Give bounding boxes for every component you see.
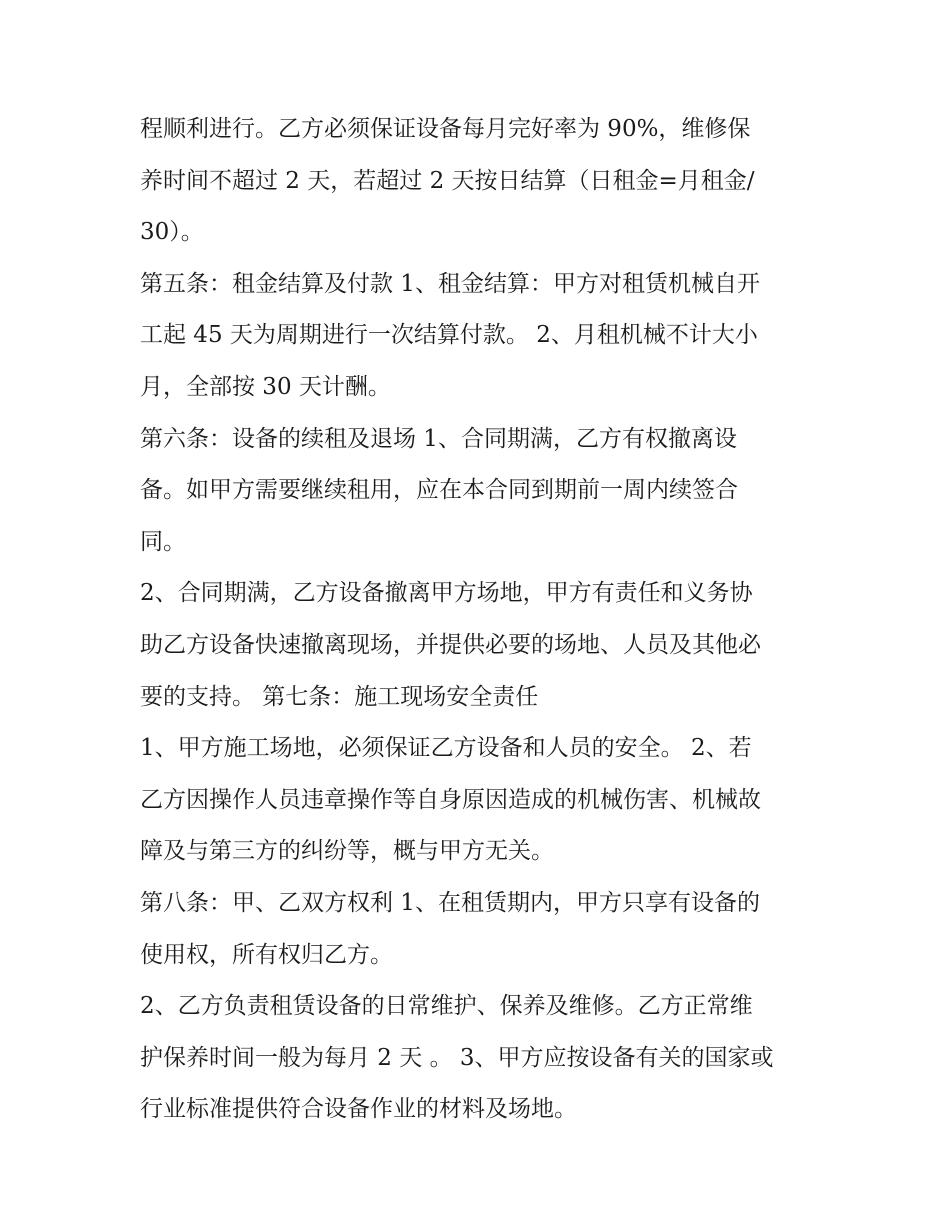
- text-line: 乙方因操作人员违章操作等自身原因造成的机械伤害、机械故: [140, 786, 761, 813]
- text-line: 养时间不超过 2 天，若超过 2 天按日结算（日租金=月租金/: [140, 167, 755, 194]
- text-line: 护保养时间一般为每月 2 天 。 3、甲方应按设备有关的国家或: [140, 1044, 774, 1071]
- text-line: 障及与第三方的纠纷等，概与甲方无关。: [140, 838, 554, 865]
- text-line: 2、乙方负责租赁设备的日常维护、保养及维修。乙方正常维: [140, 993, 753, 1020]
- text-line: 备。如甲方需要继续租用，应在本合同到期前一周内续签合: [140, 477, 738, 504]
- text-line: 第六条：设备的续租及退场 1、合同期满，乙方有权撤离设: [140, 425, 737, 452]
- text-line: 工起 45 天为周期进行一次结算付款。 2、月租机械不计大小: [140, 322, 758, 349]
- text-line: 30）。: [140, 219, 204, 246]
- text-line: 助乙方设备快速撤离现场，并提供必要的场地、人员及其他必: [140, 631, 761, 658]
- text-line: 月，全部按 30 天计酬。: [140, 373, 391, 400]
- text-line: 程顺利进行。乙方必须保证设备每月完好率为 90%，维修保: [140, 116, 751, 142]
- text-line: 要的支持。 第七条：施工现场安全责任: [140, 683, 539, 710]
- contract-text-block: [140, 104, 820, 1136]
- text-line: 第八条：甲、乙双方权利 1、在租赁期内，甲方只享有设备的: [140, 889, 760, 916]
- text-line: 第五条：租金结算及付款 1、租金结算：甲方对租赁机械自开: [140, 270, 760, 297]
- text-line: 行业标准提供符合设备作业的材料及场地。: [140, 1096, 577, 1123]
- text-line: 同。: [140, 528, 186, 555]
- text-line: 1、甲方施工场地，必须保证乙方设备和人员的安全。 2、若: [140, 735, 752, 762]
- text-line: 使用权，所有权归乙方。: [140, 941, 393, 968]
- text-line: 2、合同期满，乙方设备撤离甲方场地，甲方有责任和义务协: [140, 580, 753, 607]
